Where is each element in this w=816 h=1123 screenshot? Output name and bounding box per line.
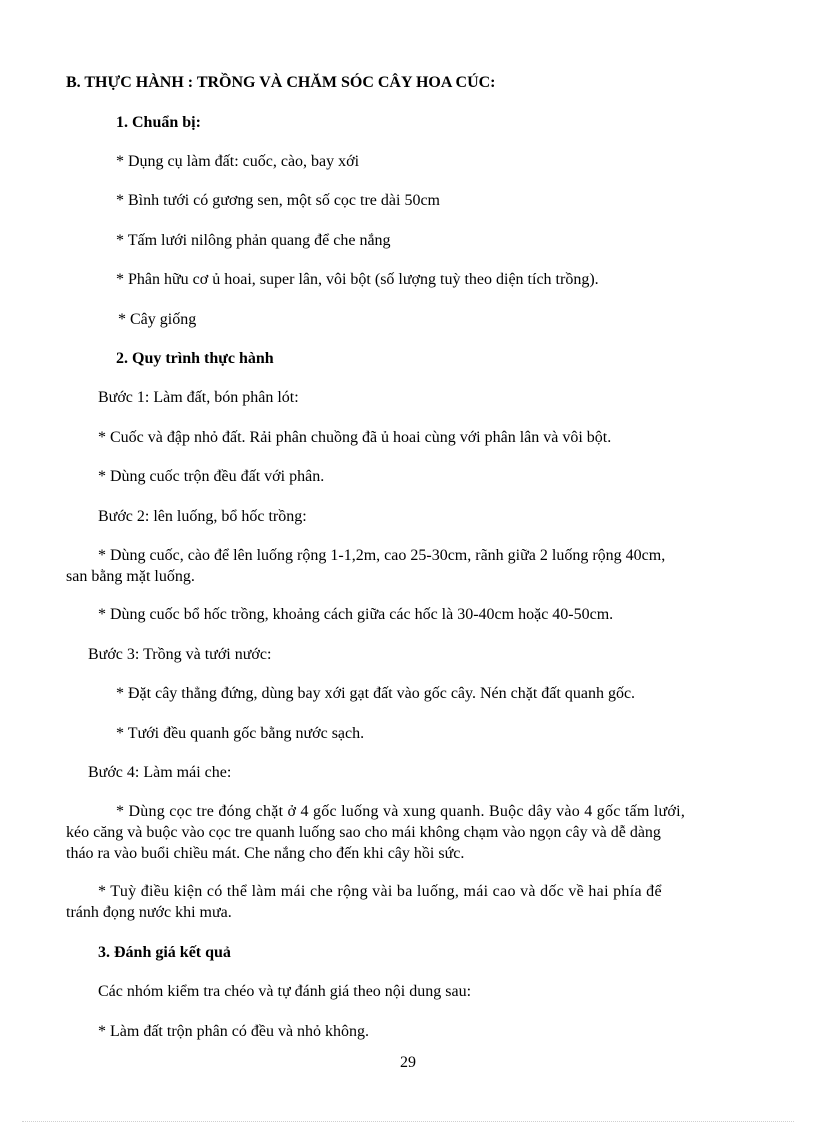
step4-item-line: * Dùng cọc tre đóng chặt ở 4 gốc luống và xung quanh. Buộc dây vào 4 gốc tấm lưới, [116,803,686,820]
section3-intro: Các nhóm kiểm tra chéo và tự đánh giá theo nội dung sau: [98,983,472,1000]
step1-title: Bước 1: Làm đất, bón phân lót: [98,389,299,406]
section1-title: 1. Chuẩn bị: [116,114,201,131]
page-bottom-divider [22,1121,794,1122]
evaluation-item: * Làm đất trộn phân có đều và nhỏ không. [98,1023,370,1040]
section3-title: 3. Đánh giá kết quả [98,944,231,961]
prep-item-fertilizer: * Phân hữu cơ ủ hoai, super lân, vôi bột (số lượng tuỳ theo diện tích trồng). [116,271,599,288]
page-number: 29 [400,1054,416,1071]
step2-item: * Dùng cuốc bổ hốc trồng, khoảng cách giữa các hốc là 30-40cm hoặc 40-50cm. [98,606,614,623]
section-heading: B. THỰC HÀNH : TRỒNG VÀ CHĂM SÓC CÂY HOA CÚC: [66,74,496,91]
prep-item-shade-net: * Tấm lưới nilông phản quang để che nắng [116,232,391,249]
step2-title: Bước 2: lên luống, bổ hốc trồng: [98,508,307,525]
step3-item: * Đặt cây thẳng đứng, dùng bay xới gạt đất vào gốc cây. Nén chặt đất quanh gốc. [116,685,636,702]
step4-item-line: tránh đọng nước khi mưa. [66,904,232,921]
step1-item: * Cuốc và đập nhỏ đất. Rải phân chuồng đã ủ hoai cùng với phân lân và vôi bột. [98,429,612,446]
step1-item: * Dùng cuốc trộn đều đất với phân. [98,468,325,485]
prep-item-watering-can: * Bình tưới có gương sen, một số cọc tre dài 50cm [116,192,440,209]
step3-item: * Tưới đều quanh gốc bằng nước sạch. [116,725,365,742]
step4-item-line: tháo ra vào buổi chiều mát. Che nắng cho đến khi cây hồi sức. [66,845,465,862]
step2-item-line: * Dùng cuốc, cào để lên luống rộng 1-1,2m, cao 25-30cm, rãnh giữa 2 luống rộng 40cm, [98,547,666,564]
step4-title: Bước 4: Làm mái che: [88,764,232,781]
step2-item-line: san bằng mặt luống. [66,568,195,585]
step4-item-line: * Tuỳ điều kiện có thể làm mái che rộng vài ba luống, mái cao và dốc về hai phía để [98,883,662,900]
prep-item-tools: * Dụng cụ làm đất: cuốc, cào, bay xới [116,153,360,170]
prep-item-seedlings: * Cây giống [118,311,197,328]
step4-item-line: kéo căng và buộc vào cọc tre quanh luống sao cho mái không chạm vào ngọn cây và dễ dàng [66,824,661,841]
step3-title: Bước 3: Trồng và tưới nước: [88,646,272,663]
section2-title: 2. Quy trình thực hành [116,350,274,367]
